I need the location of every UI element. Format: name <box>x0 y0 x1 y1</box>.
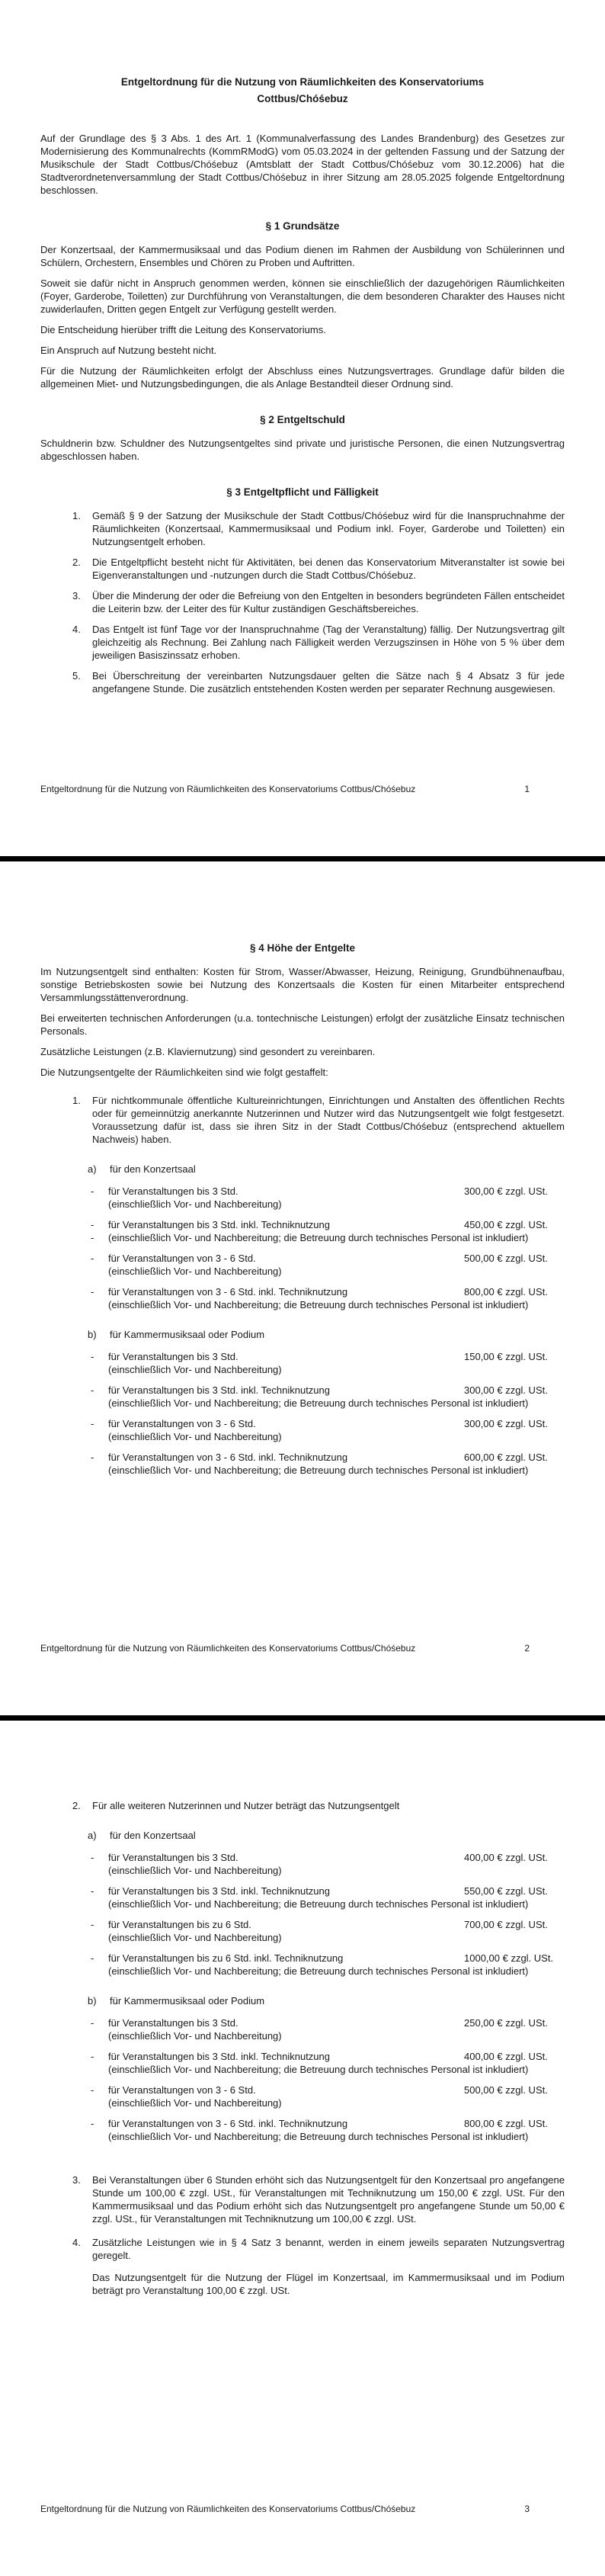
price-label: für Veranstaltungen bis zu 6 Std. <box>108 1919 251 1930</box>
numbered-item <box>40 2173 565 2225</box>
paragraph: Die Entscheidung hierüber trifft die Leitung des Konservatoriums. <box>40 324 326 335</box>
price-note: (einschließlich Vor- und Nachbereitung; die Betreuung durch technisches Personal ist inkludiert) <box>108 1397 529 1409</box>
sublist-marker: b) <box>88 1995 97 2007</box>
price-value: 400,00 € zzgl. USt. <box>464 2051 548 2062</box>
title-line-1: Entgeltordnung für die Nutzung von Räumlichkeiten des Konservatoriums <box>120 76 485 88</box>
dash-bullet: - <box>91 2118 94 2129</box>
price-line <box>108 2084 565 2096</box>
price-label: für Veranstaltungen von 3 - 6 Std. <box>108 2084 256 2096</box>
item-text: Zusätzliche Leistungen wie in § 4 Satz 3 benannt, werden in einem jeweils separaten Nutzungsvertrag geregelt. <box>92 2237 565 2261</box>
price-line <box>108 1285 565 1298</box>
paragraph: Schuldnerin bzw. Schuldner des Nutzungsentgeltes sind private und juristische Personen, die einen Nutzungsvertrag abgeschlossen haben. <box>40 438 565 462</box>
price-line <box>108 1350 565 1363</box>
numbered-item <box>40 1799 565 1812</box>
price-value: 300,00 € zzgl. USt. <box>464 1418 548 1429</box>
price-line <box>108 1851 565 1864</box>
price-value: 250,00 € zzgl. USt. <box>464 2017 548 2029</box>
price-row <box>40 1350 565 1376</box>
price-label: für Veranstaltungen bis 3 Std. inkl. Techniknutzung <box>108 1219 331 1230</box>
page-3 <box>0 1721 605 2576</box>
price-value: 1000,00 € zzgl. USt. <box>464 1952 554 1964</box>
price-value: 700,00 € zzgl. USt. <box>464 1919 548 1930</box>
paragraph: Soweit sie dafür nicht in Anspruch genommen werden, können sie einschließlich der dazugehörigen Räumlichkeiten (Foyer, Garderobe, Toiletten) zur Durchführung von Veranstaltungen, die dem besonderen Charakter des Hauses nicht zuwiderlaufen, Dritten gegen Entgelt zur Verfügung gestellt werden. <box>40 277 565 315</box>
page-separator <box>0 1715 605 1721</box>
item-number: 4. <box>72 624 81 635</box>
price-row <box>40 1952 565 1978</box>
sublist-a-heading <box>40 1829 565 1842</box>
dash-bullet: - <box>91 1286 94 1298</box>
item-text: Gemäß § 9 der Satzung der Musikschule der Stadt Cottbus/Chóśebuz wird für die Inanspruchnahme der Räumlichkeiten (Konzertsaal, Kammermusiksaal und Podium inkl. Foyer, Garderobe und Toiletten) ein Nutzungsentgelt erhoben. <box>92 510 565 547</box>
price-line <box>108 2016 565 2029</box>
dash-bullet: - <box>91 1418 94 1429</box>
price-value: 150,00 € zzgl. USt. <box>464 1351 548 1362</box>
price-value: 500,00 € zzgl. USt. <box>464 1253 548 1264</box>
intro-paragraph: Auf der Grundlage des § 3 Abs. 1 des Art. 1 (Kommunalverfassung des Landes Brandenburg) des Gesetzes zur Modernisierung des Kommunalrechts (KommRModG) vom 05.03.2024 in der geltenden Fassung und der Satzung der Musikschule der Stadt Cottbus/Chóśebuz (Amtsblatt der Stadt Cottbus/Chóśebuz vom 30.12.2006) hat die Stadtverordnetenversammlung der Stadt Cottbus/Chóśebuz in ihrer Sitzung am 28.05.2025 folgende Entgeltordnung beschlossen. <box>40 133 565 196</box>
price-note: (einschließlich Vor- und Nachbereitung; die Betreuung durch technisches Personal ist inkludiert) <box>108 2131 529 2142</box>
section-1-heading: § 1 Grundsätze <box>265 220 340 232</box>
page-2 <box>0 861 605 1715</box>
dash-bullet: - <box>91 2017 94 2029</box>
item-text: Für nichtkommunale öffentliche Kultureinrichtungen, Einrichtungen und Anstalten des öffentlichen Rechts oder für gemeinnützig anerkannte Nutzerinnen und Nutzer wird das Nutzungsentgelt wie folgt festgesetzt. Voraussetzung dafür ist, dass sie ihren Sitz in der Stadt Cottbus/Chóśebuz (entsprechend aktuellem Nachweis) haben. <box>92 1095 565 1145</box>
item-number: 2. <box>72 1800 81 1811</box>
numbered-item <box>40 556 565 582</box>
price-note: (einschließlich Vor- und Nachbereitung) <box>108 1932 282 1943</box>
footer-title: Entgeltordnung für die Nutzung von Räumlichkeiten des Konservatoriums Cottbus/Chóśebuz <box>40 2504 416 2514</box>
dash-bullet: - <box>91 1253 94 1264</box>
document-title <box>40 74 565 107</box>
price-label: für Veranstaltungen bis 3 Std. <box>108 1852 238 1863</box>
price-row <box>40 1417 565 1443</box>
price-value: 400,00 € zzgl. USt. <box>464 1852 548 1863</box>
price-label: für Veranstaltungen bis 3 Std. inkl. Techniknutzung <box>108 1384 331 1396</box>
item-text: Über die Minderung der oder die Befreiung von den Entgelten in besonders begründeten Fällen entscheidet die Leiterin bzw. der Leiter des für Kultur zuständigen Geschäftsbereiches. <box>92 590 565 614</box>
price-label: für Veranstaltungen bis 3 Std. inkl. Techniknutzung <box>108 2051 331 2062</box>
paragraph: Der Konzertsaal, der Kammermusiksaal und das Podium dienen im Rahmen der Ausbildung von Schülerinnen und Schülern, Orchestern, Ensembles und Chören zu Proben und Auftritten. <box>40 244 565 268</box>
price-row <box>40 1885 565 1910</box>
price-value: 600,00 € zzgl. USt. <box>464 1452 548 1463</box>
dash-bullet: - <box>91 1384 94 1396</box>
item-number: 5. <box>72 670 81 682</box>
page-1 <box>0 0 605 856</box>
item-text: Für alle weiteren Nutzerinnen und Nutzer beträgt das Nutzungsentgelt <box>92 1800 400 1811</box>
price-value: 800,00 € zzgl. USt. <box>464 1286 548 1298</box>
footer-title: Entgeltordnung für die Nutzung von Räumlichkeiten des Konservatoriums Cottbus/Chóśebuz <box>40 784 416 794</box>
price-line <box>108 1885 565 1898</box>
price-label: für Veranstaltungen bis zu 6 Std. inkl. Techniknutzung <box>108 1952 344 1964</box>
price-line <box>108 2117 565 2130</box>
price-note: (einschließlich Vor- und Nachbereitung) <box>108 1266 282 1277</box>
price-row <box>40 2050 565 2076</box>
price-row <box>40 1185 565 1211</box>
price-line <box>108 1185 565 1198</box>
price-row <box>40 1218 565 1244</box>
price-line <box>108 2050 565 2063</box>
price-value: 300,00 € zzgl. USt. <box>464 1384 548 1396</box>
dash-bullet: - <box>91 1885 94 1897</box>
price-row <box>40 2117 565 2143</box>
paragraph: Zusätzliche Leistungen (z.B. Klaviernutzung) sind gesondert zu vereinbaren. <box>40 1046 376 1057</box>
item-text: Bei Veranstaltungen über 6 Stunden erhöht sich das Nutzungsentgelt für den Konzertsaal pro angefangene Stunde um 100,00 € zzgl. USt., für Veranstaltungen mit Techniknutzung um 150,00 € zzgl. USt. Für den Kammermusiksaal und das Podium erhöht sich das Nutzungsentgelt pro angefangene Stunde um 50,00 € zzgl. USt., für Veranstaltungen mit Techniknutzung um 100,00 € zzgl. USt. <box>92 2174 565 2225</box>
page-footer <box>40 1643 565 1654</box>
price-note: (einschließlich Vor- und Nachbereitung; die Betreuung durch technisches Personal ist inkludiert) <box>108 1898 529 1910</box>
dash-bullet: - <box>91 1185 94 1197</box>
item-number: 3. <box>72 590 81 601</box>
numbered-item <box>40 509 565 548</box>
sublist-b-heading <box>40 1328 565 1341</box>
price-label: für Veranstaltungen von 3 - 6 Std. inkl. Techniknutzung <box>108 1286 348 1298</box>
item-number: 3. <box>72 2174 81 2186</box>
paragraph: Im Nutzungsentgelt sind enthalten: Kosten für Strom, Wasser/Abwasser, Heizung, Reinigung, Grundbühnenaufbau, sonstige Betriebskosten sowie bei Nutzung des Konzertsaals die Kosten für einen Mitarbeiter entsprechend Versammlungsstättenverordnung. <box>40 966 565 1003</box>
paragraph: Das Nutzungsentgelt für die Nutzung der Flügel im Konzertsaal, im Kammermusiksaal und im Podium beträgt pro Veranstaltung 100,00 € zzgl. USt. <box>92 2272 565 2296</box>
price-label: für Veranstaltungen bis 3 Std. <box>108 1351 238 1362</box>
section-4-heading: § 4 Höhe der Entgelte <box>249 942 356 954</box>
price-label: für Veranstaltungen von 3 - 6 Std. <box>108 1418 256 1429</box>
price-line <box>108 1384 565 1397</box>
price-note <box>91 1231 565 1244</box>
page-footer <box>40 784 565 795</box>
sublist-b-heading <box>40 1994 565 2007</box>
price-note: (einschließlich Vor- und Nachbereitung) <box>108 1865 282 1876</box>
item-text: Die Entgeltpflicht besteht nicht für Aktivitäten, bei denen das Konservatorium Mitveranstalter ist sowie bei Eigenveranstaltungen und -nutzungen durch die Stadt Cottbus/Chóśebuz. <box>92 557 565 581</box>
price-note: (einschließlich Vor- und Nachbereitung) <box>108 2030 282 2042</box>
price-line <box>108 1918 565 1931</box>
price-row <box>40 2016 565 2042</box>
price-label: für Veranstaltungen bis 3 Std. <box>108 2017 238 2029</box>
page-separator <box>0 856 605 861</box>
dash-bullet: - <box>91 1219 94 1230</box>
paragraph: Die Nutzungsentgelte der Räumlichkeiten sind wie folgt gestaffelt: <box>40 1067 328 1078</box>
numbered-item <box>40 589 565 615</box>
price-value: 500,00 € zzgl. USt. <box>464 2084 548 2096</box>
dash-bullet: - <box>91 1452 94 1463</box>
item-number: 1. <box>72 1095 81 1106</box>
paragraph: Für die Nutzung der Räumlichkeiten erfolgt der Abschluss eines Nutzungsvertrages. Grundlage dafür bilden die allgemeinen Miet- und Nutzungsbedingungen, die als Anlage Bestandteil dieser Ordnung sind. <box>40 365 565 390</box>
sublist-label: für Kammermusiksaal oder Podium <box>110 1995 265 2007</box>
page-number: 3 <box>524 2504 530 2514</box>
price-label: für Veranstaltungen von 3 - 6 Std. inkl. Techniknutzung <box>108 1452 348 1463</box>
title-line-2: Cottbus/Chóśebuz <box>257 93 348 104</box>
price-note: (einschließlich Vor- und Nachbereitung; die Betreuung durch technisches Personal ist inkludiert) <box>108 2064 529 2075</box>
price-value: 450,00 € zzgl. USt. <box>464 1219 548 1230</box>
dash-bullet: - <box>91 1232 94 1243</box>
footer-title: Entgeltordnung für die Nutzung von Räumlichkeiten des Konservatoriums Cottbus/Chóśebuz <box>40 1643 416 1654</box>
price-note: (einschließlich Vor- und Nachbereitung; die Betreuung durch technisches Personal ist inkludiert) <box>108 1299 529 1310</box>
page-number: 1 <box>524 784 530 794</box>
price-line <box>108 1218 565 1231</box>
page-number: 2 <box>524 1643 530 1654</box>
paragraph: Ein Anspruch auf Nutzung besteht nicht. <box>40 345 217 356</box>
item-text: Bei Überschreitung der vereinbarten Nutzungsdauer gelten die Sätze nach § 4 Absatz 3 für jede angefangene Stunde. Die zusätzlich entstehenden Kosten werden per separater Rechnung ausgewiesen. <box>92 670 565 695</box>
section-3-heading: § 3 Entgeltpflicht und Fälligkeit <box>226 486 379 498</box>
price-line <box>108 1417 565 1430</box>
sublist-label: für den Konzertsaal <box>110 1830 196 1841</box>
price-value: 800,00 € zzgl. USt. <box>464 2118 548 2129</box>
dash-bullet: - <box>91 2051 94 2062</box>
price-label: für Veranstaltungen von 3 - 6 Std. <box>108 1253 256 1264</box>
dash-bullet: - <box>91 1351 94 1362</box>
item-number: 2. <box>72 557 81 568</box>
price-note: (einschließlich Vor- und Nachbereitung) <box>108 1198 282 1210</box>
dash-bullet: - <box>91 1852 94 1863</box>
dash-bullet: - <box>91 2084 94 2096</box>
numbered-item <box>40 2236 565 2262</box>
section-2-heading: § 2 Entgeltschuld <box>260 414 345 425</box>
price-row <box>40 1918 565 1944</box>
price-label: für Veranstaltungen bis 3 Std. <box>108 1185 238 1197</box>
sublist-a-heading <box>40 1163 565 1176</box>
price-label: für Veranstaltungen von 3 - 6 Std. inkl. Techniknutzung <box>108 2118 348 2129</box>
page-footer <box>40 2504 565 2515</box>
numbered-item <box>40 623 565 662</box>
price-row <box>40 1451 565 1477</box>
price-row <box>40 2084 565 2109</box>
price-note: (einschließlich Vor- und Nachbereitung) <box>108 1431 282 1442</box>
price-row <box>40 1384 565 1410</box>
dash-bullet: - <box>91 1919 94 1930</box>
paragraph: Bei erweiterten technischen Anforderungen (u.a. tontechnische Leistungen) erfolgt der zusätzliche Einsatz technischen Personals. <box>40 1012 565 1037</box>
price-label: für Veranstaltungen bis 3 Std. inkl. Techniknutzung <box>108 1885 331 1897</box>
price-line <box>108 1952 565 1965</box>
sublist-marker: b) <box>88 1329 97 1340</box>
price-value: 300,00 € zzgl. USt. <box>464 1185 548 1197</box>
dash-bullet: - <box>91 1952 94 1964</box>
price-note-text: (einschließlich Vor- und Nachbereitung; die Betreuung durch technisches Personal ist inkludiert) <box>108 1232 529 1243</box>
item-number: 4. <box>72 2237 81 2248</box>
price-note: (einschließlich Vor- und Nachbereitung; die Betreuung durch technisches Personal ist inkludiert) <box>108 1965 529 1977</box>
item-text: Das Entgelt ist fünf Tage vor der Inanspruchnahme (Tag der Veranstaltung) fällig. Der Nutzungsvertrag gilt gleichzeitig als Rechnung. Bei Zahlung nach Fälligkeit werden Verzugszinsen in Höhe von 5 % über dem jeweiligen Basiszinssatz erhoben. <box>92 624 565 661</box>
price-line <box>108 1252 565 1265</box>
price-note: (einschließlich Vor- und Nachbereitung) <box>108 1364 282 1375</box>
price-row <box>40 1252 565 1278</box>
price-line <box>108 1451 565 1464</box>
sublist-label: für den Konzertsaal <box>110 1163 196 1175</box>
numbered-item <box>40 669 565 695</box>
price-note: (einschließlich Vor- und Nachbereitung; die Betreuung durch technisches Personal ist inkludiert) <box>108 1464 529 1476</box>
item-number: 1. <box>72 510 81 521</box>
sublist-marker: a) <box>88 1830 97 1841</box>
price-note: (einschließlich Vor- und Nachbereitung) <box>108 2097 282 2109</box>
sublist-marker: a) <box>88 1163 97 1175</box>
price-row <box>40 1285 565 1311</box>
price-row <box>40 1851 565 1877</box>
price-value: 550,00 € zzgl. USt. <box>464 1885 548 1897</box>
sublist-label: für Kammermusiksaal oder Podium <box>110 1329 265 1340</box>
numbered-item <box>40 1094 565 1146</box>
